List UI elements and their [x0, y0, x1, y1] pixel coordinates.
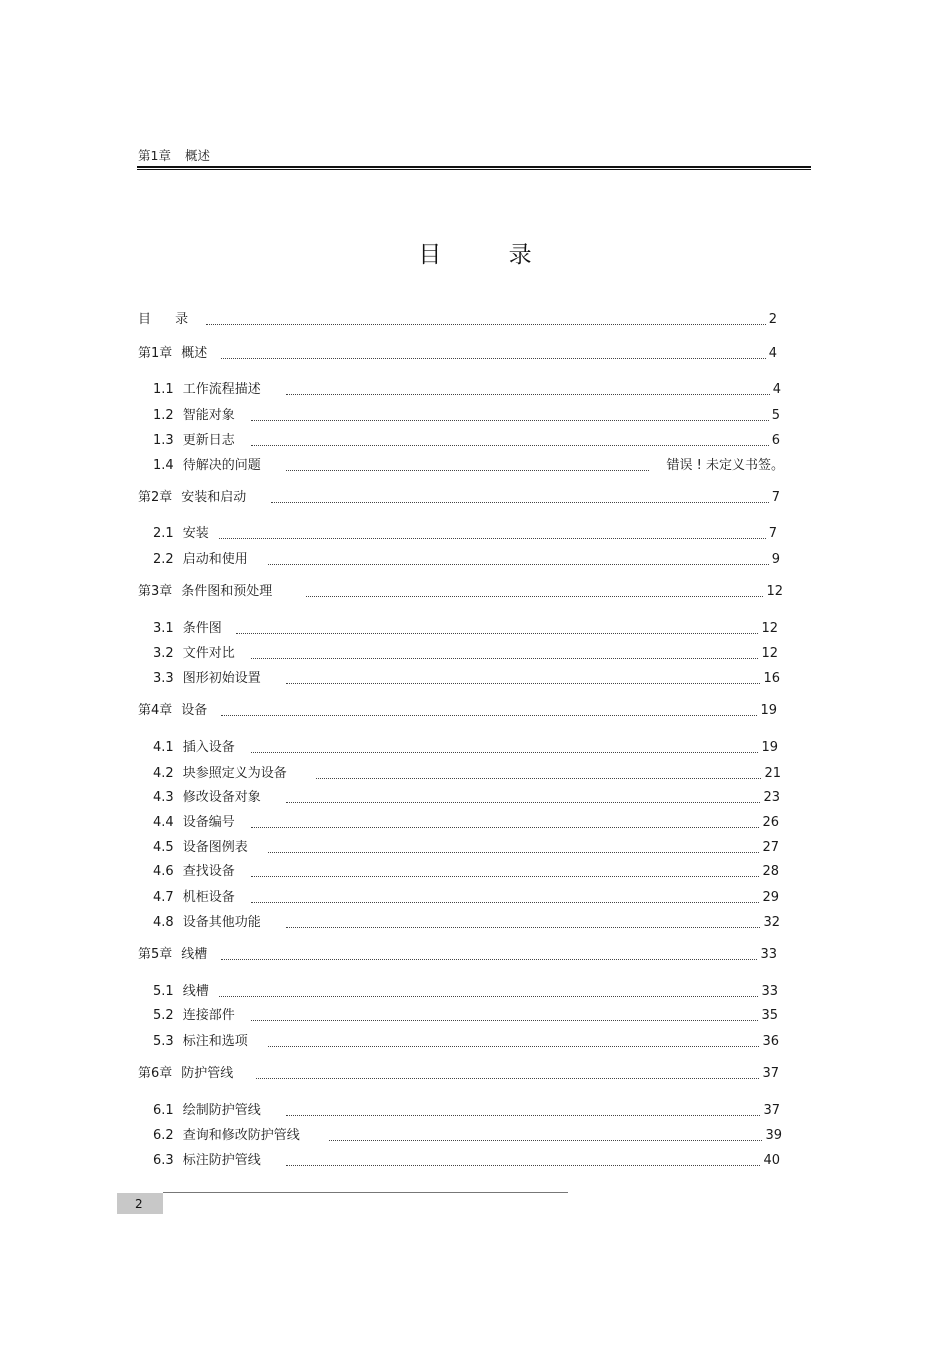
toc-section-entry[interactable]: [153, 914, 780, 932]
toc-leader-dots: [221, 345, 766, 359]
toc-entry-number: 第2章: [138, 490, 173, 505]
toc-entry-text: 安装: [182, 526, 209, 541]
toc-entry-label: [138, 489, 268, 507]
toc-entry-label: [153, 814, 248, 832]
toc-section-entry[interactable]: [153, 814, 779, 832]
toc-entry-number: 5.3: [153, 1034, 174, 1049]
toc-page-number: 40: [763, 1153, 780, 1168]
toc-entry-text: 条件图: [182, 621, 222, 636]
toc-page-number: 35: [761, 1008, 778, 1023]
toc-entry-label: [153, 1102, 283, 1120]
toc-entry-text: 设备其他功能: [182, 915, 261, 930]
toc-leader-dots: [268, 839, 759, 853]
toc-page-number: 27: [762, 840, 779, 855]
toc-entry-label: [153, 457, 283, 475]
toc-section-entry[interactable]: [153, 1033, 779, 1051]
toc-entry-label: [138, 345, 218, 363]
toc-page-number: 39: [765, 1128, 782, 1143]
toc-entry-label: [153, 983, 216, 1001]
toc-entry-text: 插入设备: [182, 740, 235, 755]
toc-leader-dots: [221, 702, 757, 716]
toc-entry-text: 查找设备: [182, 864, 235, 879]
toc-entry-label: [153, 863, 248, 881]
toc-entry-label: [138, 702, 218, 720]
toc-leader-dots: [286, 1102, 760, 1116]
toc-section-entry[interactable]: [153, 620, 778, 638]
toc-page-number: 5: [771, 408, 780, 423]
toc-section-entry[interactable]: [153, 457, 784, 475]
toc-leader-dots: [286, 670, 760, 684]
toc-entry-number: 1.2: [153, 408, 174, 423]
toc-leader-dots: [251, 814, 759, 828]
toc-entry-text: 线槽: [181, 947, 208, 962]
toc-chapter-entry[interactable]: [138, 946, 777, 964]
toc-page-number: 7: [768, 526, 777, 541]
toc-entry-text: 设备: [181, 703, 208, 718]
toc-entry-text: 块参照定义为设备: [182, 766, 287, 781]
toc-section-entry[interactable]: [153, 789, 780, 807]
toc-entry-number: 5.2: [153, 1008, 174, 1023]
toc-section-entry[interactable]: [153, 1152, 780, 1170]
toc-entry-number: 4.5: [153, 840, 174, 855]
toc-section-entry[interactable]: [153, 645, 778, 663]
toc-leader-dots: [286, 457, 649, 471]
toc-leader-dots: [251, 863, 759, 877]
toc-page-number: 23: [763, 790, 780, 805]
toc-entry-text: 线槽: [182, 984, 209, 999]
toc-leader-dots: [219, 983, 758, 997]
toc-page-number: 32: [763, 915, 780, 930]
toc-entry-label: [153, 670, 283, 688]
toc-page-number: 21: [764, 766, 781, 781]
footer-page-number: 2: [117, 1193, 163, 1214]
toc-entry-number: 3.1: [153, 621, 174, 636]
toc-entry-number: 6.3: [153, 1153, 174, 1168]
toc-entry-number: 6.2: [153, 1128, 174, 1143]
toc-entry-text: 待解决的问题: [182, 458, 261, 473]
toc-entry-label: [153, 551, 265, 569]
toc-entry-label: [153, 525, 216, 543]
toc-section-entry[interactable]: [153, 432, 780, 450]
toc-entry-text: 安装和启动: [181, 490, 247, 505]
toc-entry-text: 启动和使用: [182, 552, 248, 567]
toc-entry-number: 3.2: [153, 646, 174, 661]
toc-entry-text: 绘制防护管线: [182, 1103, 261, 1118]
toc-entry-label: [153, 914, 283, 932]
toc-section-entry[interactable]: [153, 889, 779, 907]
toc-entry-label: [153, 1033, 265, 1051]
toc-page-number: 4: [772, 382, 781, 397]
toc-leader-dots: [251, 645, 758, 659]
toc-entry-text: 条件图和预处理: [181, 584, 273, 599]
toc-entry-label: [153, 765, 313, 783]
toc-page-number: 7: [771, 490, 780, 505]
toc-leader-dots: [251, 739, 758, 753]
toc-leader-dots: [329, 1127, 762, 1141]
toc-entry-label: [153, 839, 265, 857]
toc-section-entry[interactable]: [153, 1127, 782, 1145]
toc-entry-number: 4.6: [153, 864, 174, 879]
toc-entry-label: [153, 381, 283, 399]
toc-entry-label: [153, 645, 248, 663]
toc-page-number: 12: [766, 584, 783, 599]
toc-entry-number: 2.1: [153, 526, 174, 541]
toc-entry-text: 设备图例表: [182, 840, 248, 855]
toc-entry-number: 4.7: [153, 890, 174, 905]
toc-entry-label: [153, 739, 248, 757]
toc-chapter-entry[interactable]: [138, 345, 777, 363]
toc-section-entry[interactable]: [153, 839, 779, 857]
header-rule-thin: [137, 169, 811, 170]
toc-entry-number: 第4章: [138, 703, 173, 718]
toc-leader-dots: [236, 620, 758, 634]
toc-leader-dots: [268, 551, 769, 565]
toc-leader-dots: [286, 789, 760, 803]
toc-entry-label: [153, 620, 233, 638]
toc-leader-dots: [221, 946, 757, 960]
toc-chapter-entry[interactable]: [138, 702, 777, 720]
toc-page-number: 29: [762, 890, 779, 905]
toc-entry-number: 3.3: [153, 671, 174, 686]
toc-entry-label: [153, 432, 248, 450]
toc-entry-text: 设备编号: [182, 815, 235, 830]
toc-page-number: 9: [771, 552, 780, 567]
toc-section-entry[interactable]: [153, 765, 781, 783]
toc-entry-text: 目 录: [138, 312, 199, 327]
toc-chapter-entry[interactable]: [138, 489, 780, 507]
toc-entry-number: 第1章: [138, 346, 173, 361]
toc-chapter-entry[interactable]: [138, 311, 777, 329]
toc-entry-label: [138, 1065, 253, 1083]
toc-leader-dots: [286, 381, 770, 395]
toc-entry-number: 5.1: [153, 984, 174, 999]
toc-section-entry[interactable]: [153, 1007, 778, 1025]
toc-section-entry[interactable]: [153, 551, 780, 569]
toc-entry-number: 4.3: [153, 790, 174, 805]
toc-leader-dots: [286, 1152, 760, 1166]
toc-entry-label: [153, 407, 248, 425]
toc-entry-number: 第6章: [138, 1066, 173, 1081]
toc-section-entry[interactable]: [153, 670, 780, 688]
toc-entry-text: 图形初始设置: [182, 671, 261, 686]
toc-entry-label: [138, 946, 218, 964]
toc-entry-label: [138, 583, 303, 601]
toc-entry-text: 标注和选项: [182, 1034, 248, 1049]
toc-entry-label: [138, 311, 203, 329]
toc-page-number: 33: [761, 984, 778, 999]
toc-leader-dots: [306, 583, 763, 597]
toc-entry-text: 修改设备对象: [182, 790, 261, 805]
toc-page-number: 12: [761, 646, 778, 661]
toc-page-number: 16: [763, 671, 780, 686]
toc-entry-text: 防护管线: [181, 1066, 234, 1081]
toc-entry-label: [153, 789, 283, 807]
toc-entry-number: 1.1: [153, 382, 174, 397]
footer-rule: [163, 1192, 568, 1193]
toc-page-number: 33: [760, 947, 777, 962]
toc-page-number: 28: [762, 864, 779, 879]
toc-page-number: 19: [761, 740, 778, 755]
toc-entry-label: [153, 1152, 283, 1170]
toc-entry-number: 1.4: [153, 458, 174, 473]
toc-leader-dots: [219, 525, 766, 539]
toc-leader-dots: [251, 407, 769, 421]
header-title: 概述: [184, 148, 210, 163]
toc-section-entry[interactable]: [153, 525, 777, 543]
toc-page-number: 36: [762, 1034, 779, 1049]
toc-leader-dots: [251, 1007, 758, 1021]
toc-chapter-entry[interactable]: [138, 1065, 779, 1083]
toc-entry-text: 概述: [181, 346, 208, 361]
toc-page-number: 12: [761, 621, 778, 636]
toc-entry-text: 更新日志: [182, 433, 235, 448]
toc-entry-label: [153, 1007, 248, 1025]
toc-entry-label: [153, 889, 248, 907]
toc-entry-number: 4.2: [153, 766, 174, 781]
toc-entry-text: 智能对象: [182, 408, 235, 423]
header-rule-thick: [137, 166, 811, 168]
toc-leader-dots: [206, 311, 766, 325]
page-header: [138, 146, 210, 164]
toc-page-number: 26: [762, 815, 779, 830]
toc-leader-dots: [268, 1033, 759, 1047]
toc-page-number: 19: [760, 703, 777, 718]
toc-entry-text: 标注防护管线: [182, 1153, 261, 1168]
toc-page-number: 4: [768, 346, 777, 361]
toc-section-entry[interactable]: [153, 1102, 780, 1120]
toc-leader-dots: [256, 1065, 759, 1079]
header-chapter: 第1章: [138, 148, 171, 163]
toc-page-number: 2: [768, 312, 777, 327]
toc-entry-text: 查询和修改防护管线: [182, 1128, 300, 1143]
toc-entry-number: 2.2: [153, 552, 174, 567]
toc-section-entry[interactable]: [153, 863, 779, 881]
toc-page-number: 错误 ! 未定义书签。: [666, 458, 784, 473]
toc-entry-text: 文件对比: [182, 646, 235, 661]
toc-leader-dots: [271, 489, 769, 503]
toc-entry-text: 机柜设备: [182, 890, 235, 905]
toc-section-entry[interactable]: [153, 739, 778, 757]
toc-section-entry[interactable]: [153, 381, 781, 399]
toc-leader-dots: [286, 914, 760, 928]
toc-entry-number: 6.1: [153, 1103, 174, 1118]
toc-entry-number: 4.1: [153, 740, 174, 755]
toc-chapter-entry[interactable]: [138, 583, 783, 601]
toc-leader-dots: [251, 432, 769, 446]
toc-entry-label: [153, 1127, 326, 1145]
toc-entry-text: 连接部件: [182, 1008, 235, 1023]
toc-entry-number: 1.3: [153, 433, 174, 448]
toc-page-number: 37: [763, 1103, 780, 1118]
toc-entry-number: 第3章: [138, 584, 173, 599]
toc-title: 目 录: [418, 242, 562, 268]
toc-entry-number: 4.8: [153, 915, 174, 930]
toc-page-number: 6: [771, 433, 780, 448]
toc-leader-dots: [251, 889, 759, 903]
toc-page-number: 37: [762, 1066, 779, 1081]
toc-entry-text: 工作流程描述: [182, 382, 261, 397]
toc-leader-dots: [316, 765, 761, 779]
toc-section-entry[interactable]: [153, 983, 778, 1001]
toc-entry-number: 第5章: [138, 947, 173, 962]
toc-entry-number: 4.4: [153, 815, 174, 830]
toc-section-entry[interactable]: [153, 407, 780, 425]
